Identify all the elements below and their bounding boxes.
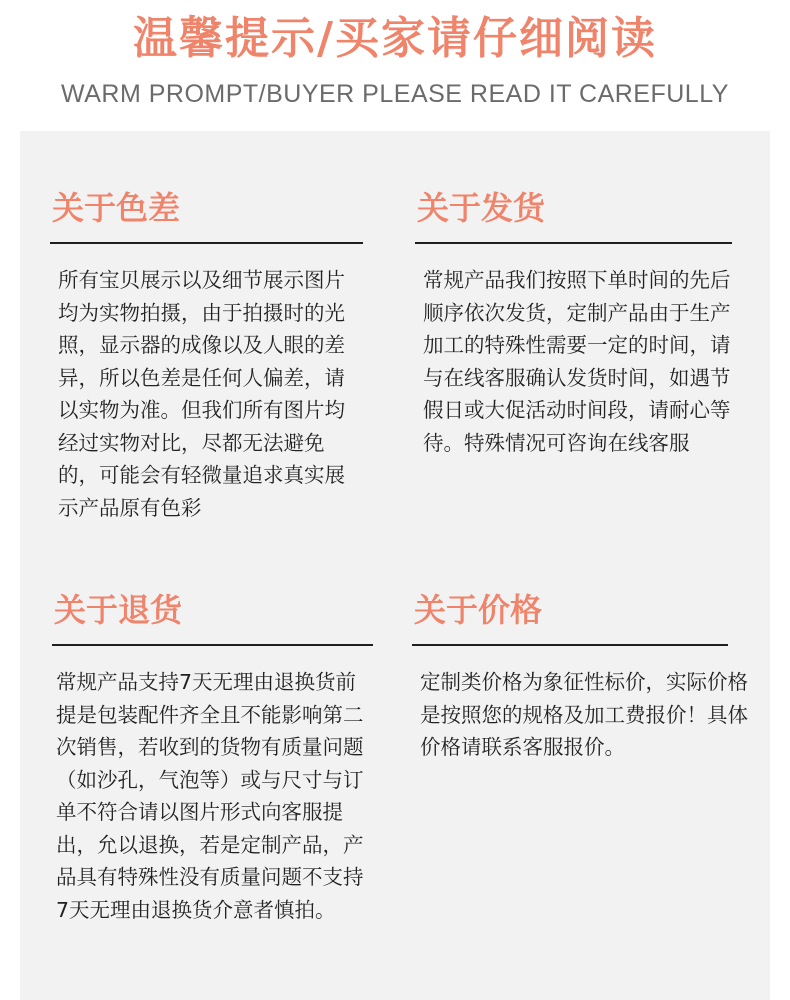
section-title: 关于色差 [52, 189, 181, 227]
section-body: 所有宝贝展示以及细节展示图片均为实物拍摄，由于拍摄时的光照，显示器的成像以及人眼的差异，所以色差是任何人偏差，请以实物为准。但我们所有图片均经过实物对比，尽都无法避免的，可能会有轻微量追求真实展示产品原有色彩 [58, 268, 345, 520]
section-body: 常规产品我们按照下单时间的先后顺序依次发货，定制产品由于生产加工的特殊性需要一定的时间，请与在线客服确认发货时间，如遇节假日或大促活动时间段，请耐心等待。特殊情况可咨询在线客服 [423, 268, 731, 455]
section-price [412, 588, 748, 764]
section-body: 常规产品支持7天无理由退换货前提是包装配件齐全且不能影响第二次销售，若收到的货物有质量问题（如沙孔，气泡等）或与尺寸与订单不符合请以图片形式向客服提出，允以退换，若是定制产品，产品具有特殊性没有质量问题不支持7天无理由退换货介意者慎拍。 [56, 670, 364, 922]
section-divider [50, 242, 363, 244]
section-divider [412, 644, 728, 646]
section-title: 关于退货 [54, 591, 183, 629]
section-divider [415, 242, 732, 244]
section-title: 关于发货 [417, 189, 546, 227]
section-divider [52, 644, 373, 646]
section-returns [52, 588, 373, 926]
page-title: 温馨提示/买家请仔细阅读 [132, 13, 658, 64]
section-body: 定制类价格为象征性标价，实际价格是按照您的规格及加工费报价！具体价格请联系客服报价。 [420, 670, 748, 759]
section-shipping [415, 186, 732, 459]
section-title: 关于价格 [414, 591, 543, 629]
page-subtitle: WARM PROMPT/BUYER PLEASE READ IT CAREFULLY [61, 80, 729, 108]
section-color-difference [50, 186, 363, 524]
